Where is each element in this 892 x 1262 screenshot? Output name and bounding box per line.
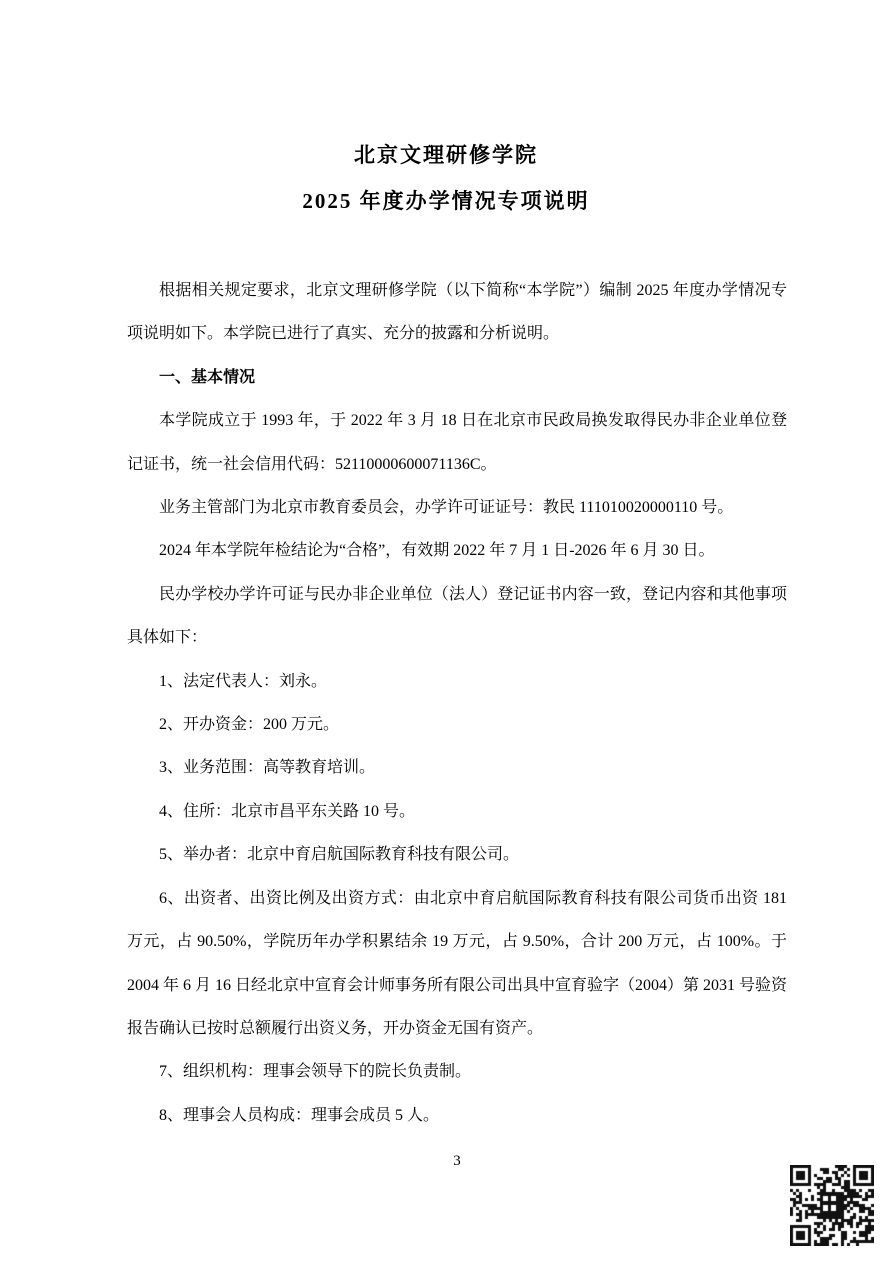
paragraph-intro: 根据相关规定要求，北京文理研修学院（以下简称“本学院”）编制 2025 年度办学情况专项说明如下。本学院已进行了真实、充分的披露和分析说明。 bbox=[127, 282, 787, 343]
section-heading-basic-info: 一、基本情况 bbox=[159, 368, 256, 386]
paragraph-license: 民办学校办学许可证与民办非企业单位（法人）登记证书内容一致，登记内容和其他事项具体如下： bbox=[127, 585, 787, 647]
page-number: 3 bbox=[453, 1153, 461, 1169]
paragraph-founding: 本学院成立于 1993 年，于 2022 年 3 月 18 日在北京市民政局换发取得民办非企业单位登记证书，统一社会信用代码：52110000600071136C。 bbox=[127, 412, 787, 473]
list-item-investors: 6、出资者、出资比例及出资方式：由北京中育启航国际教育科技有限公司货币出资 181 万元，占 90.50%，学院历年办学积累结余 19 万元，占 9.50%，合计 200 万元，占 100%。于 2004 年 6 月 16 日经北京中宣育会计师事务所有限公司出具中宣育验字（2004）第 2031 号验资报告确认已按时总额履行出资义务，开办资金无国有资产。 bbox=[127, 889, 788, 1037]
list-item-capital: 2、开办资金：200 万元。 bbox=[159, 716, 340, 734]
list-item-council: 8、理事会人员构成：理事会成员 5 人。 bbox=[159, 1106, 440, 1124]
document-title-line1: 北京文理研修学院 bbox=[354, 143, 538, 167]
list-item-organization: 7、组织机构：理事会领导下的院长负责制。 bbox=[159, 1063, 472, 1081]
list-item-legal-rep: 1、法定代表人：刘永。 bbox=[159, 672, 328, 690]
list-item-sponsor: 5、举办者：北京中育启航国际教育科技有限公司。 bbox=[159, 846, 520, 864]
paragraph-inspection: 2024 年本学院年检结论为“合格”，有效期 2022 年 7 月 1 日-2026 年 6 月 30 日。 bbox=[159, 542, 715, 560]
paragraph-authority: 业务主管部门为北京市教育委员会，办学许可证证号：教民 111010020000110 号。 bbox=[159, 499, 734, 517]
list-item-scope: 3、业务范围：高等教育培训。 bbox=[159, 759, 376, 777]
qr-code-icon bbox=[790, 1165, 874, 1246]
document-body bbox=[127, 269, 787, 1137]
document-title bbox=[0, 132, 892, 224]
list-item-address: 4、住所：北京市昌平东关路 10 号。 bbox=[159, 802, 416, 820]
document-title-line2: 2025 年度办学情况专项说明 bbox=[302, 189, 590, 213]
